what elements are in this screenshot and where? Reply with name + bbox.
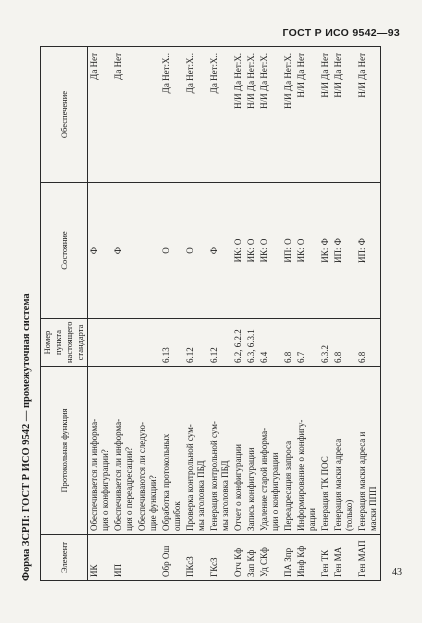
col-element: Элемент xyxy=(41,535,88,581)
cell-support: Да Нет:Х.. xyxy=(208,47,232,183)
rotated-form xyxy=(18,47,393,581)
cell-clause xyxy=(112,319,136,367)
cell-function: Генерация контрольной сум- мы заголовка ПБД xyxy=(208,367,232,535)
table-row xyxy=(282,47,295,581)
cell-function: Генерация маски адреса и маски ППП xyxy=(356,367,381,535)
cell-status: О xyxy=(160,183,184,319)
table-row xyxy=(245,47,258,581)
cell-clause xyxy=(136,319,160,367)
cell-status: О xyxy=(184,183,208,319)
form-caption xyxy=(18,47,36,581)
cell-support: Н/И Да Нет:Х. xyxy=(282,47,295,183)
table-row xyxy=(258,47,282,581)
cell-element xyxy=(136,535,160,581)
cell-function: Обеспечиваются ли следую- щие функции? xyxy=(136,367,160,535)
cell-status: Ф xyxy=(88,183,113,319)
table-row xyxy=(356,47,381,581)
cell-element: Ген ТК xyxy=(319,535,332,581)
col-clause: Номер пункта настоящего стандарта xyxy=(41,319,88,367)
document-header: ГОСТ Р ИСО 9542—93 xyxy=(282,27,400,39)
cell-clause: 6.13 xyxy=(160,319,184,367)
table-row xyxy=(332,47,356,581)
cell-clause: 6.3.2 xyxy=(319,319,332,367)
cell-function: Генерация маски адреса (только) xyxy=(332,367,356,535)
cell-status: Ф xyxy=(208,183,232,319)
table-row xyxy=(208,47,232,581)
cell-status: ИП: О xyxy=(282,183,295,319)
cell-function: Запись конфигурации xyxy=(245,367,258,535)
cell-element: ПКсЗ xyxy=(184,535,208,581)
cell-element: Зап Кф xyxy=(245,535,258,581)
caption-sub: — промежуточная система xyxy=(21,293,32,424)
table-row xyxy=(184,47,208,581)
cell-function: Обработка протокольных ошибок xyxy=(160,367,184,535)
cell-function: Обеспечивается ли информа- ция о конфигурации? xyxy=(88,367,113,535)
cell-support: Да Нет:Х.. xyxy=(160,47,184,183)
cell-support: Н/И Да Нет:Х. xyxy=(232,47,245,183)
cell-status xyxy=(136,183,160,319)
cell-clause: 6.12 xyxy=(184,319,208,367)
cell-function: Проверка контрольной сум- мы заголовка ПБД xyxy=(184,367,208,535)
cell-status: ИП: Ф xyxy=(356,183,381,319)
cell-support: Да Нет xyxy=(112,47,136,183)
cell-status: ИК: О xyxy=(245,183,258,319)
table-row xyxy=(112,47,136,581)
cell-status: ИП: Ф xyxy=(332,183,356,319)
cell-function: Переадресация запроса xyxy=(282,367,295,535)
cell-element: ИП xyxy=(112,535,136,581)
cell-clause: 6.12 xyxy=(208,319,232,367)
cell-element: ИК xyxy=(88,535,113,581)
cell-status: ИК: О xyxy=(232,183,245,319)
page-number: 43 xyxy=(392,567,402,578)
col-support: Обеспечение xyxy=(41,47,88,183)
cell-status: ИК: О xyxy=(258,183,282,319)
cell-function: Обеспечивается ли информа- ция о переадресации? xyxy=(112,367,136,535)
cell-status: ИК: О xyxy=(295,183,319,319)
table-row xyxy=(88,47,113,581)
cell-support: Н/И Да Нет:Х. xyxy=(258,47,282,183)
protocol-table xyxy=(40,46,381,581)
cell-support: Н/И Да Нет xyxy=(319,47,332,183)
cell-clause: 6.8 xyxy=(356,319,381,367)
cell-clause: 6.8 xyxy=(282,319,295,367)
cell-support: Н/И Да Нет xyxy=(332,47,356,183)
cell-clause: 6.3, 6.3.1 xyxy=(245,319,258,367)
cell-clause: 6.8 xyxy=(332,319,356,367)
cell-element: ПА Зпр xyxy=(282,535,295,581)
cell-element: Отч Кф xyxy=(232,535,245,581)
cell-element: ГКсЗ xyxy=(208,535,232,581)
cell-element: Инф Кф xyxy=(295,535,319,581)
cell-status: ИК: Ф xyxy=(319,183,332,319)
cell-function: Отчет о конфигурации xyxy=(232,367,245,535)
cell-support: Н/И Да Нет xyxy=(356,47,381,183)
cell-support: Н/И Да Нет:Х. xyxy=(245,47,258,183)
col-function: Протокольная функция xyxy=(41,367,88,535)
cell-support: Да Нет xyxy=(88,47,113,183)
table-row xyxy=(232,47,245,581)
cell-support xyxy=(136,47,160,183)
col-status: Состояние xyxy=(41,183,88,319)
cell-element: Уд СКф xyxy=(258,535,282,581)
cell-support: Н/И Да Нет xyxy=(295,47,319,183)
cell-clause xyxy=(88,319,113,367)
cell-status: Ф xyxy=(112,183,136,319)
table-row xyxy=(319,47,332,581)
table-header-row xyxy=(41,47,88,581)
caption-main: Форма ЗСРП: ГОСТ Р ИСО 9542 xyxy=(21,423,32,581)
cell-element: Обр Ош xyxy=(160,535,184,581)
cell-element: Ген МАП xyxy=(356,535,381,581)
cell-element: Ген МА xyxy=(332,535,356,581)
cell-support: Да Нет:Х.. xyxy=(184,47,208,183)
cell-clause: 6.7 xyxy=(295,319,319,367)
cell-clause: 6.2, 6.2.2 xyxy=(232,319,245,367)
table-row xyxy=(136,47,160,581)
cell-function: Генерация ТК ПОС xyxy=(319,367,332,535)
cell-function: Информирование о конфигу- рации xyxy=(295,367,319,535)
cell-function: Удаление старой информа- ции о конфигурации xyxy=(258,367,282,535)
cell-clause: 6.4 xyxy=(258,319,282,367)
table-row xyxy=(160,47,184,581)
table-body xyxy=(88,47,381,581)
table-row xyxy=(295,47,319,581)
